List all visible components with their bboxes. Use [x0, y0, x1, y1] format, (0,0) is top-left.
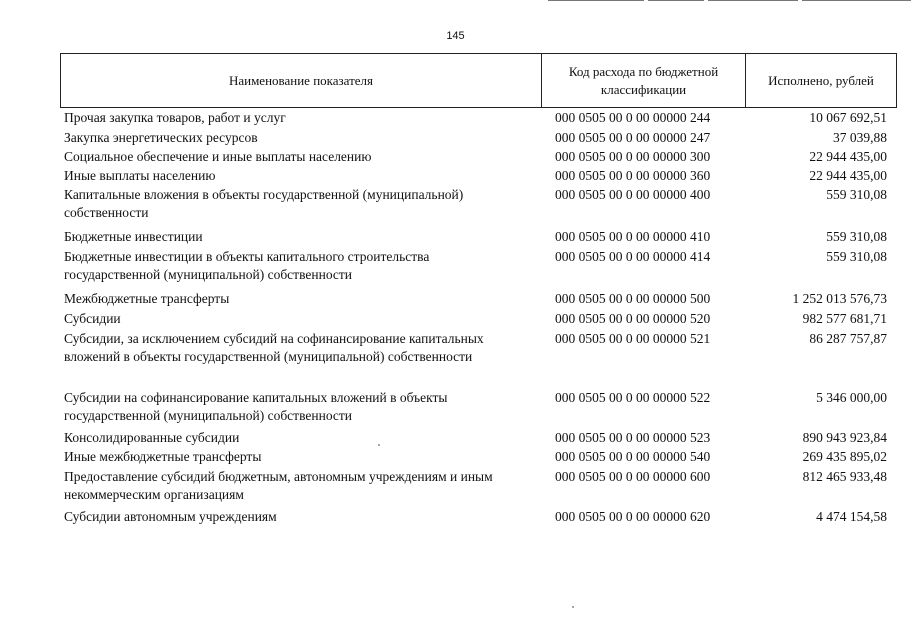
row-executed: 812 465 933,48: [802, 469, 887, 484]
table-row: [60, 109, 897, 129]
scan-speck: [378, 444, 380, 446]
page-number: 145: [446, 30, 465, 42]
top-edge-line: [648, 0, 704, 1]
header-code: Код расхода по бюджетной классификации: [542, 54, 746, 107]
row-executed: 22 944 435,00: [809, 149, 887, 164]
row-code: 000 0505 00 0 00 00000 620: [555, 509, 711, 524]
row-name: Бюджетные инвестиции в объекты капитального строительства государственной (муниципальной) собственности: [64, 249, 430, 282]
row-code: 000 0505 00 0 00 00000 400: [555, 187, 711, 202]
header-executed: Исполнено, рублей: [768, 72, 874, 88]
row-code: 000 0505 00 0 00 00000 410: [555, 229, 711, 244]
row-code: 000 0505 00 0 00 00000 500: [555, 291, 711, 306]
row-name: Субсидии на софинансирование капитальных вложений в объекты государственной (муниципальной) собственности: [64, 390, 448, 423]
row-executed: 559 310,08: [826, 249, 887, 264]
row-code: 000 0505 00 0 00 00000 540: [555, 449, 711, 464]
table-row: [60, 448, 897, 468]
scan-speck: [572, 606, 574, 608]
row-executed: 4 474 154,58: [816, 509, 887, 524]
row-executed: 37 039,88: [833, 130, 887, 145]
row-code: 000 0505 00 0 00 00000 247: [555, 130, 711, 145]
row-executed: 1 252 013 576,73: [792, 291, 887, 306]
table-row: [60, 310, 897, 330]
row-name: Иные выплаты населению: [64, 168, 216, 183]
row-code: 000 0505 00 0 00 00000 523: [555, 430, 711, 445]
row-name: Закупка энергетических ресурсов: [64, 130, 258, 145]
table-row: [60, 290, 897, 310]
row-code: 000 0505 00 0 00 00000 360: [555, 168, 711, 183]
row-name: Капитальные вложения в объекты государственной (муниципальной) собственности: [64, 187, 464, 220]
row-name: Межбюджетные трансферты: [64, 291, 230, 306]
table-row: [60, 129, 897, 148]
top-edge-line: [802, 0, 911, 1]
table-row: [60, 167, 897, 186]
table-row: [60, 508, 897, 528]
row-executed: 10 067 692,51: [809, 110, 887, 125]
row-name: Субсидии, за исключением субсидий на софинансирование капитальных вложений в объекты государственной (муниципальной) собственности: [64, 331, 484, 364]
row-code: 000 0505 00 0 00 00000 520: [555, 311, 711, 326]
table-body: [60, 109, 897, 528]
row-code: 000 0505 00 0 00 00000 521: [555, 331, 711, 346]
table-row: [60, 429, 897, 448]
row-name: Субсидии: [64, 311, 121, 326]
row-name: Субсидии автономным учреждениям: [64, 509, 277, 524]
row-name: Бюджетные инвестиции: [64, 229, 203, 244]
top-edge-line: [548, 0, 644, 1]
row-executed: 269 435 895,02: [802, 449, 887, 464]
table-row: [60, 330, 897, 389]
row-code: 000 0505 00 0 00 00000 300: [555, 149, 711, 164]
row-name: Консолидированные субсидии: [64, 430, 240, 445]
row-name: Социальное обеспечение и иные выплаты населению: [64, 149, 372, 164]
top-edge-line: [708, 0, 798, 1]
row-code: 000 0505 00 0 00 00000 414: [555, 249, 711, 264]
row-executed: 982 577 681,71: [802, 311, 887, 326]
table-row: [60, 248, 897, 290]
row-executed: 559 310,08: [826, 229, 887, 244]
row-name: Предоставление субсидий бюджетным, автономным учреждениям и иным некоммерческим организациям: [64, 469, 493, 502]
row-executed: 5 346 000,00: [816, 390, 887, 405]
row-name: Прочая закупка товаров, работ и услуг: [64, 110, 286, 125]
row-code: 000 0505 00 0 00 00000 600: [555, 469, 711, 484]
table-row: [60, 228, 897, 248]
table-header: [60, 53, 897, 108]
row-executed: 890 943 923,84: [802, 430, 887, 445]
table-row: [60, 389, 897, 429]
header-name: Наименование показателя: [61, 54, 542, 107]
row-code: 000 0505 00 0 00 00000 522: [555, 390, 711, 405]
row-name: Иные межбюджетные трансферты: [64, 449, 262, 464]
row-executed: 86 287 757,87: [809, 331, 887, 346]
row-code: 000 0505 00 0 00 00000 244: [555, 110, 711, 125]
row-executed: 559 310,08: [826, 187, 887, 202]
table-row: [60, 148, 897, 167]
table-row: [60, 468, 897, 508]
row-executed: 22 944 435,00: [809, 168, 887, 183]
table-row: [60, 186, 897, 228]
